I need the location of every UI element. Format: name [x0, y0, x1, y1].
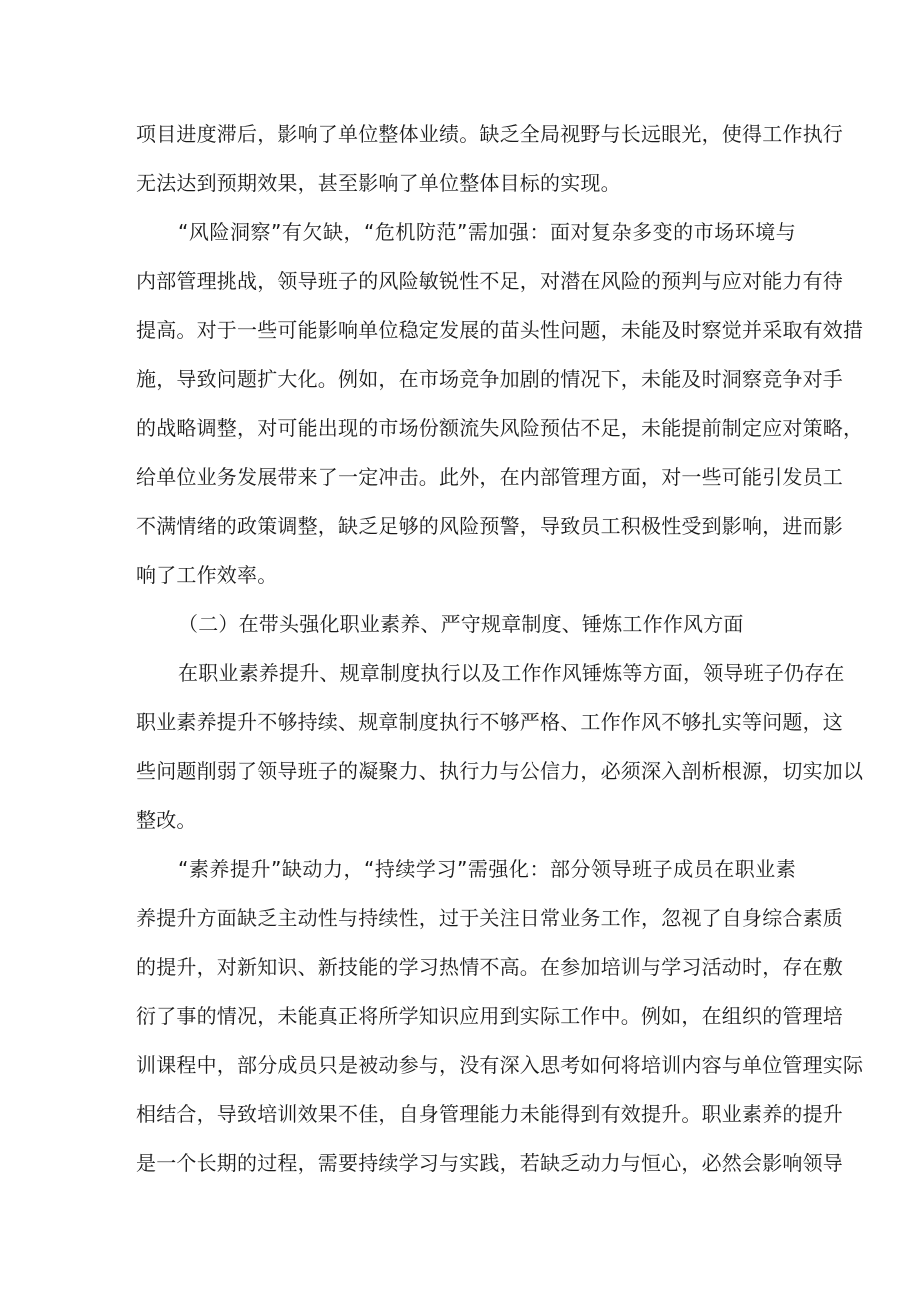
paragraph-line: 是一个长期的过程，需要持续学习与实践，若缺乏动力与恒心，必然会影响领导 — [136, 1151, 843, 1175]
paragraph-line: 养提升方面缺乏主动性与持续性，过于关注日常业务工作，忽视了自身综合素质 — [136, 906, 843, 930]
paragraph-line: 衍了事的情况，未能真正将所学知识应用到实际工作中。例如，在组织的管理培 — [136, 1004, 843, 1028]
paragraph-line: 在职业素养提升、规章制度执行以及工作作风锤炼等方面，领导班子仍存在 — [178, 661, 845, 685]
paragraph-line: 无法达到预期效果，甚至影响了单位整体目标的实现。 — [136, 171, 621, 195]
paragraph-line: 提高。对于一些可能影响单位稳定发展的苗头性问题，未能及时察觉并采取有效措 — [136, 318, 864, 342]
paragraph-line: 的战略调整，对可能出现的市场份额流失风险预估不足，未能提前制定应对策略， — [136, 416, 864, 440]
paragraph-line: 响了工作效率。 — [136, 563, 278, 587]
paragraph-line: “风险洞察”有欠缺，“危机防范”需加强：面对复杂多变的市场环境与 — [178, 220, 796, 244]
paragraph-line: 内部管理挑战，领导班子的风险敏锐性不足，对潜在风险的预判与应对能力有待 — [136, 269, 843, 293]
paragraph-line: 的提升，对新知识、新技能的学习热情不高。在参加培训与学习活动时，存在敷 — [136, 955, 843, 979]
paragraph-line: 不满情绪的政策调整，缺乏足够的风险预警，导致员工积极性受到影响，进而影 — [136, 514, 843, 538]
paragraph-line: 训课程中，部分成员只是被动参与，没有深入思考如何将培训内容与单位管理实际 — [136, 1053, 864, 1077]
paragraph-line: 职业素养提升不够持续、规章制度执行不够严格、工作作风不够扎实等问题，这 — [136, 710, 843, 734]
section-heading: （二）在带头强化职业素养、严守规章制度、锤炼工作作风方面 — [178, 612, 744, 636]
paragraph-line: “素养提升”缺动力，“持续学习”需强化：部分领导班子成员在职业素 — [178, 857, 796, 881]
paragraph-line: 给单位业务发展带来了一定冲击。此外，在内部管理方面，对一些可能引发员工 — [136, 465, 843, 489]
paragraph-line: 些问题削弱了领导班子的凝聚力、执行力与公信力，必须深入剖析根源，切实加以 — [136, 759, 864, 783]
paragraph-line: 项目进度滞后，影响了单位整体业绩。缺乏全局视野与长远眼光，使得工作执行 — [136, 122, 843, 146]
paragraph-line: 整改。 — [136, 808, 197, 832]
paragraph-line: 施，导致问题扩大化。例如，在市场竞争加剧的情况下，未能及时洞察竞争对手 — [136, 367, 843, 391]
paragraph-line: 相结合，导致培训效果不佳，自身管理能力未能得到有效提升。职业素养的提升 — [136, 1102, 843, 1126]
